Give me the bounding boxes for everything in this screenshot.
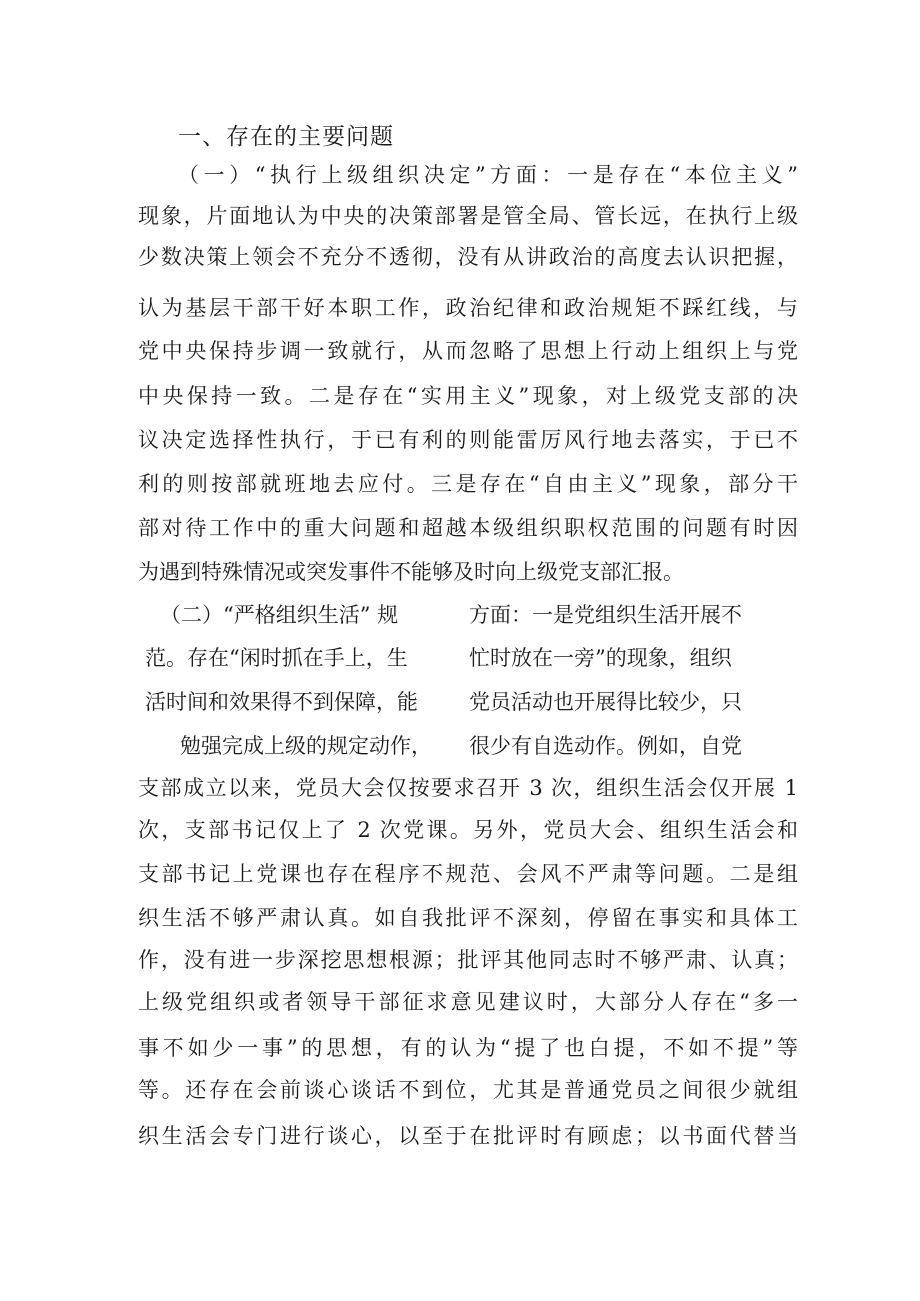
right-column-line: 党员活动也开展得比较少，只 <box>469 690 742 714</box>
paragraph-line: 利的则按部就班地去应付。三是存在“自由主义”现象，部分干 <box>138 472 798 496</box>
paragraph-line: 次，支部书记仅上了 2 次党课。另外，党员大会、组织生活会和 <box>138 818 798 842</box>
section-heading: 一、存在的主要问题 <box>178 124 394 150</box>
paragraph-line: 支部书记上党课也存在程序不规范、会风不严肃等问题。二是组 <box>138 862 798 886</box>
paragraph-line: 部对待工作中的重大问题和超越本级组织职权范围的问题有时因 <box>138 516 798 540</box>
right-column-line: 方面：一是党组织生活开展不 <box>469 603 742 627</box>
left-column-line: 范。存在“闲时抓在手上，生 <box>145 646 408 670</box>
paragraph-line: 少数决策上领会不充分不透彻，没有从讲政治的高度去认识把握， <box>138 245 798 269</box>
paragraph-line: 现象，片面地认为中央的决策部署是管全局、管长远，在执行上级 <box>138 204 798 228</box>
paragraph-line: 等。还存在会前谈心谈话不到位，尤其是普通党员之间很少就组 <box>138 1078 798 1102</box>
paragraph-line: 织生活会专门进行谈心，以至于在批评时有顾虑；以书面代替当 <box>138 1124 798 1148</box>
left-column-line: 活时间和效果得不到保障，能 <box>145 690 418 714</box>
paragraph-line: 为遇到特殊情况或突发事件不能够及时向上级党支部汇报。 <box>138 560 684 584</box>
paragraph-line: 作，没有进一步深挖思想根源；批评其他同志时不够严肃、认真； <box>138 948 798 972</box>
left-column-line: （二）“严格组织生活” 规 <box>160 603 399 627</box>
paragraph-line: 支部成立以来，党员大会仅按要求召开 3 次，组织生活会仅开展 1 <box>138 776 798 800</box>
paragraph-line: 上级党组织或者领导干部征求意见建议时，大部分人存在“多一 <box>138 990 798 1014</box>
paragraph-line: 事不如少一事”的思想，有的认为“提了也白提，不如不提”等 <box>138 1036 798 1060</box>
paragraph-line: 议决定选择性执行，于已有利的则能雷厉风行地去落实，于已不 <box>138 428 798 452</box>
paragraph-line: 织生活不够严肃认真。如自我批评不深刻，停留在事实和具体工 <box>138 906 798 930</box>
paragraph-line: 认为基层干部干好本职工作，政治纪律和政治规矩不踩红线，与 <box>138 296 798 320</box>
paragraph-line: （一）“执行上级组织决定”方面：一是存在“本位主义” <box>178 163 798 187</box>
paragraph-line: 党中央保持步调一致就行，从而忽略了思想上行动上组织上与党 <box>138 339 798 363</box>
right-column-line: 忙时放在一旁”的现象，组织 <box>469 646 732 670</box>
paragraph-line: 中央保持一致。二是存在“实用主义”现象，对上级党支部的决 <box>138 384 798 408</box>
left-column-line: 勉强完成上级的规定动作， <box>180 734 432 758</box>
right-column-line: 很少有自选动作。例如，自党 <box>469 734 742 758</box>
